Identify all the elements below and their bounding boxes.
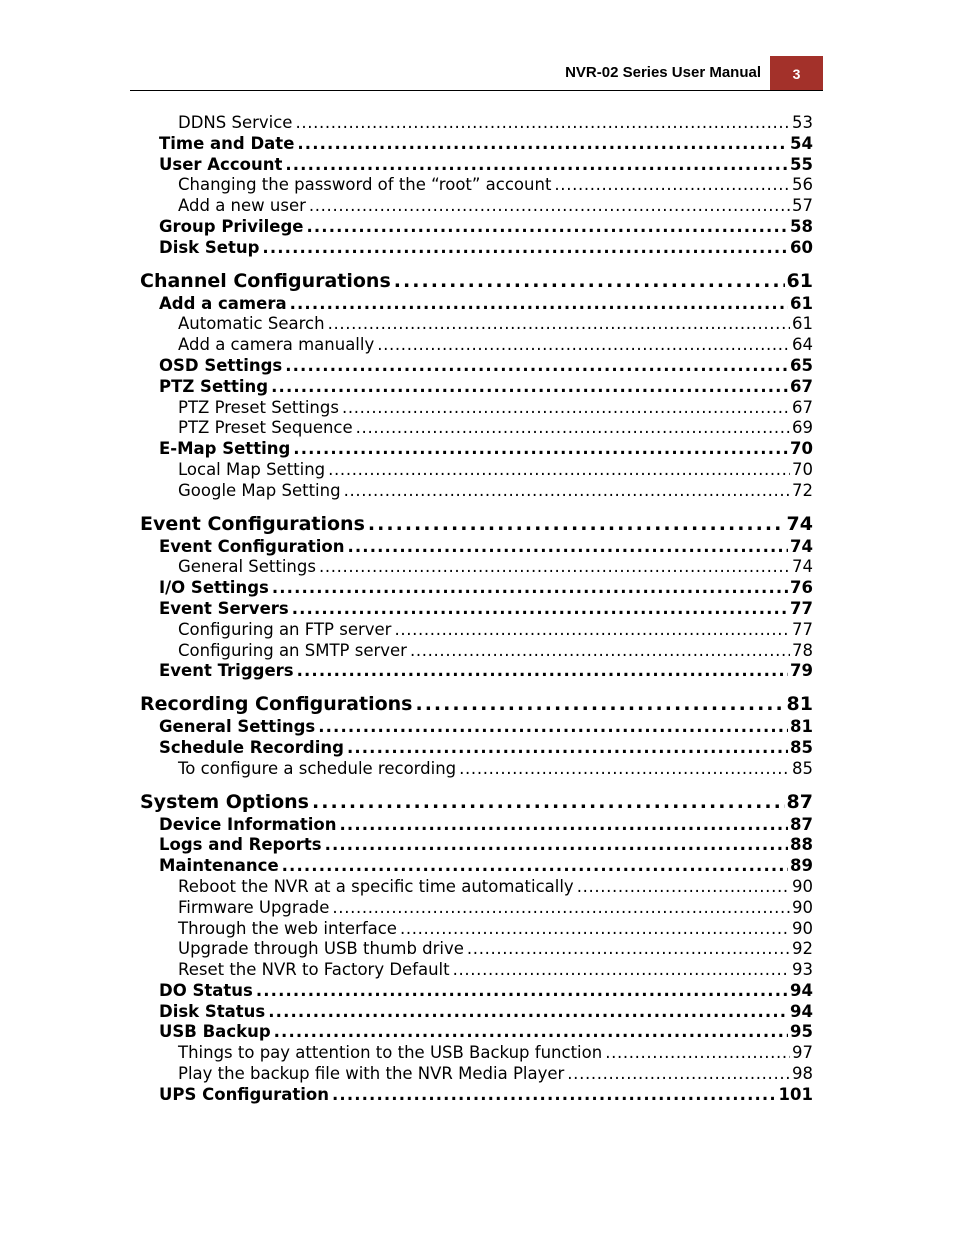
toc-entry[interactable] xyxy=(178,919,813,940)
toc-entry-label: Add a new user xyxy=(178,196,306,216)
dot-leader xyxy=(554,175,790,196)
dot-leader xyxy=(274,1022,788,1043)
toc-entry-page-number: 85 xyxy=(792,758,813,778)
dot-leader xyxy=(394,620,790,641)
toc-entry[interactable] xyxy=(159,1002,813,1023)
toc-entry[interactable] xyxy=(178,557,813,578)
dot-leader xyxy=(347,738,788,759)
toc-entry[interactable] xyxy=(159,238,813,259)
page-number-badge: 3 xyxy=(770,56,823,91)
dot-leader xyxy=(295,113,790,134)
toc-entry-page-number: 95 xyxy=(790,1022,813,1042)
toc-entry-label: Play the backup file with the NVR Media Player xyxy=(178,1064,565,1084)
toc-entry-label: Reset the NVR to Factory Default xyxy=(178,960,450,980)
toc-entry-page-number: 101 xyxy=(778,1084,813,1104)
toc-entry-label: Logs and Reports xyxy=(159,835,322,855)
toc-entry-label: User Account xyxy=(159,154,283,174)
dot-leader xyxy=(344,481,790,502)
toc-entry[interactable] xyxy=(159,294,813,315)
toc-entry-page-number: 94 xyxy=(790,1001,813,1021)
toc-entry-page-number: 55 xyxy=(790,154,813,174)
toc-entry-page-number: 90 xyxy=(792,918,813,938)
toc-entry[interactable] xyxy=(140,692,813,717)
toc-entry-page-number: 56 xyxy=(792,175,813,195)
header-divider xyxy=(130,90,823,91)
toc-entry-label: PTZ Preset Sequence xyxy=(178,418,353,438)
toc-entry[interactable] xyxy=(159,1085,813,1106)
toc-entry[interactable] xyxy=(178,418,813,439)
toc-entry[interactable] xyxy=(178,113,813,134)
toc-entry-label: Recording Configurations xyxy=(140,693,413,716)
toc-entry-page-number: 94 xyxy=(790,980,813,1000)
toc-entry-page-number: 54 xyxy=(790,133,813,153)
manual-title: NVR-02 Series User Manual xyxy=(565,64,761,81)
toc-entry[interactable] xyxy=(178,877,813,898)
toc-entry-label: Schedule Recording xyxy=(159,737,344,757)
toc-entry-label: Maintenance xyxy=(159,856,279,876)
toc-entry-label: Configuring an SMTP server xyxy=(178,640,407,660)
toc-entry-page-number: 69 xyxy=(792,418,813,438)
toc-entry-label: Event Servers xyxy=(159,598,289,618)
toc-entry-page-number: 67 xyxy=(790,376,813,396)
toc-entry-label: Things to pay attention to the USB Backup function xyxy=(178,1043,603,1063)
dot-leader xyxy=(415,692,784,717)
dot-leader xyxy=(347,537,788,558)
dot-leader xyxy=(467,939,790,960)
toc-entry[interactable] xyxy=(178,196,813,217)
toc-entry-label: DDNS Service xyxy=(178,113,293,132)
toc-entry-label: Time and Date xyxy=(159,133,295,153)
toc-entry-page-number: 61 xyxy=(790,293,813,313)
toc-entry-label: OSD Settings xyxy=(159,355,283,375)
toc-entry[interactable] xyxy=(159,578,813,599)
toc-entry-page-number: 61 xyxy=(792,314,813,334)
toc-entry-label: USB Backup xyxy=(159,1022,271,1042)
dot-leader xyxy=(342,398,790,419)
dot-leader xyxy=(285,356,788,377)
dot-leader xyxy=(282,856,788,877)
toc-entry-page-number: 78 xyxy=(792,640,813,660)
dot-leader xyxy=(577,877,790,898)
toc-entry[interactable] xyxy=(178,1064,813,1085)
toc-entry-page-number: 70 xyxy=(792,459,813,479)
toc-entry-page-number: 74 xyxy=(792,557,813,577)
dot-leader xyxy=(340,815,789,836)
toc-entry-label: Google Map Setting xyxy=(178,480,341,500)
toc-entry-label: Configuring an FTP server xyxy=(178,619,392,639)
toc-entry-label: Through the web interface xyxy=(178,918,397,938)
toc-entry-page-number: 57 xyxy=(792,196,813,216)
dot-leader xyxy=(309,196,790,217)
toc-entry[interactable] xyxy=(159,439,813,460)
toc-entry[interactable] xyxy=(140,790,813,815)
dot-leader xyxy=(377,335,790,356)
page-header xyxy=(130,56,823,91)
dot-leader xyxy=(368,512,785,537)
toc-entry-label: Automatic Search xyxy=(178,314,325,334)
dot-leader xyxy=(410,641,790,662)
toc-entry[interactable] xyxy=(159,815,813,836)
toc-entry-page-number: 70 xyxy=(790,439,813,459)
dot-leader xyxy=(356,418,790,439)
dot-leader xyxy=(297,134,788,155)
dot-leader xyxy=(605,1043,790,1064)
toc-entry[interactable] xyxy=(159,661,813,682)
toc-entry-label: Add a camera xyxy=(159,293,287,313)
toc-entry-page-number: 77 xyxy=(792,619,813,639)
toc-entry-page-number: 92 xyxy=(792,939,813,959)
dot-leader xyxy=(328,314,790,335)
dot-leader xyxy=(271,377,788,398)
dot-leader xyxy=(394,269,785,294)
toc-entry-label: Channel Configurations xyxy=(140,269,391,292)
toc-entry-label: To configure a schedule recording xyxy=(178,758,457,778)
table-of-contents xyxy=(0,113,954,1106)
dot-leader xyxy=(453,960,790,981)
dot-leader xyxy=(306,217,788,238)
toc-entry[interactable] xyxy=(178,939,813,960)
toc-entry-label: General Settings xyxy=(178,557,316,577)
toc-entry[interactable] xyxy=(159,155,813,176)
toc-entry[interactable] xyxy=(178,314,813,335)
toc-entry[interactable] xyxy=(178,398,813,419)
toc-entry[interactable] xyxy=(178,335,813,356)
toc-entry-page-number: 97 xyxy=(792,1043,813,1063)
toc-entry-page-number: 58 xyxy=(790,216,813,236)
dot-leader xyxy=(256,981,788,1002)
dot-leader xyxy=(328,460,790,481)
toc-entry[interactable] xyxy=(178,460,813,481)
toc-entry-label: Changing the password of the “root” account xyxy=(178,175,552,195)
toc-entry-page-number: 85 xyxy=(790,737,813,757)
toc-entry[interactable] xyxy=(159,356,813,377)
toc-entry-label: PTZ Preset Settings xyxy=(178,397,339,417)
toc-entry[interactable] xyxy=(159,377,813,398)
toc-entry-label: Local Map Setting xyxy=(178,459,326,479)
toc-entry-label: Event Configurations xyxy=(140,512,365,535)
toc-entry-page-number: 90 xyxy=(792,897,813,917)
toc-entry[interactable] xyxy=(159,717,813,738)
toc-entry[interactable] xyxy=(159,738,813,759)
toc-entry-page-number: 67 xyxy=(792,397,813,417)
toc-entry-label: UPS Configuration xyxy=(159,1084,329,1104)
toc-entry[interactable] xyxy=(159,981,813,1002)
toc-entry[interactable] xyxy=(159,856,813,877)
toc-entry-label: DO Status xyxy=(159,980,253,1000)
toc-entry[interactable] xyxy=(159,599,813,620)
toc-entry-label: Event Configuration xyxy=(159,536,345,556)
toc-entry[interactable] xyxy=(140,512,813,537)
toc-entry[interactable] xyxy=(178,898,813,919)
toc-entry[interactable] xyxy=(140,269,813,294)
toc-entry-page-number: 87 xyxy=(790,814,813,834)
toc-entry[interactable] xyxy=(159,835,813,856)
toc-entry-page-number: 74 xyxy=(786,512,813,535)
toc-entry[interactable] xyxy=(178,960,813,981)
toc-entry[interactable] xyxy=(178,1043,813,1064)
toc-entry-page-number: 89 xyxy=(790,856,813,876)
toc-entry-label: General Settings xyxy=(159,717,316,737)
toc-entry-page-number: 81 xyxy=(790,717,813,737)
toc-entry-label: Disk Status xyxy=(159,1001,266,1021)
toc-entry-page-number: 65 xyxy=(790,355,813,375)
dot-leader xyxy=(318,717,788,738)
dot-leader xyxy=(325,835,788,856)
toc-entry-label: Device Information xyxy=(159,814,337,834)
toc-entry-page-number: 87 xyxy=(786,790,813,813)
dot-leader xyxy=(459,759,790,780)
toc-entry-page-number: 53 xyxy=(792,113,813,132)
toc-entry-page-number: 76 xyxy=(790,578,813,598)
toc-entry-page-number: 81 xyxy=(786,693,813,716)
toc-entry-page-number: 77 xyxy=(790,598,813,618)
toc-entry-label: I/O Settings xyxy=(159,578,269,598)
dot-leader xyxy=(567,1064,790,1085)
toc-entry-page-number: 90 xyxy=(792,876,813,896)
dot-leader xyxy=(290,294,788,315)
dot-leader xyxy=(285,155,788,176)
dot-leader xyxy=(268,1002,788,1023)
toc-entry-page-number: 64 xyxy=(792,335,813,355)
toc-entry-page-number: 88 xyxy=(790,835,813,855)
toc-entry-label: Reboot the NVR at a specific time automatically xyxy=(178,876,574,896)
dot-leader xyxy=(319,557,790,578)
toc-entry-label: Disk Setup xyxy=(159,237,260,257)
dot-leader xyxy=(293,439,788,460)
toc-entry-label: Group Privilege xyxy=(159,216,304,236)
toc-entry[interactable] xyxy=(159,217,813,238)
toc-entry-label: Event Triggers xyxy=(159,661,294,681)
toc-entry-page-number: 98 xyxy=(792,1064,813,1084)
dot-leader xyxy=(332,898,790,919)
toc-entry-page-number: 72 xyxy=(792,480,813,500)
dot-leader xyxy=(272,578,788,599)
toc-entry-label: Upgrade through USB thumb drive xyxy=(178,939,464,959)
toc-entry[interactable] xyxy=(159,134,813,155)
toc-entry-label: Firmware Upgrade xyxy=(178,897,330,917)
toc-entry[interactable] xyxy=(159,537,813,558)
toc-entry-label: PTZ Setting xyxy=(159,376,269,396)
toc-entry-page-number: 93 xyxy=(792,960,813,980)
toc-entry-label: E-Map Setting xyxy=(159,439,291,459)
toc-entry[interactable] xyxy=(178,641,813,662)
dot-leader xyxy=(292,599,788,620)
toc-entry[interactable] xyxy=(178,481,813,502)
toc-entry[interactable] xyxy=(159,1022,813,1043)
toc-entry[interactable] xyxy=(178,620,813,641)
toc-entry-page-number: 79 xyxy=(790,661,813,681)
dot-leader xyxy=(262,238,788,259)
toc-entry[interactable] xyxy=(178,759,813,780)
toc-entry-label: System Options xyxy=(140,790,309,813)
toc-entry-page-number: 61 xyxy=(786,269,813,292)
toc-entry-page-number: 74 xyxy=(790,536,813,556)
dot-leader xyxy=(332,1085,777,1106)
toc-entry[interactable] xyxy=(178,175,813,196)
toc-entry-label: Add a camera manually xyxy=(178,335,375,355)
dot-leader xyxy=(400,919,790,940)
toc-entry-page-number: 60 xyxy=(790,237,813,257)
dot-leader xyxy=(297,661,788,682)
dot-leader xyxy=(312,790,785,815)
